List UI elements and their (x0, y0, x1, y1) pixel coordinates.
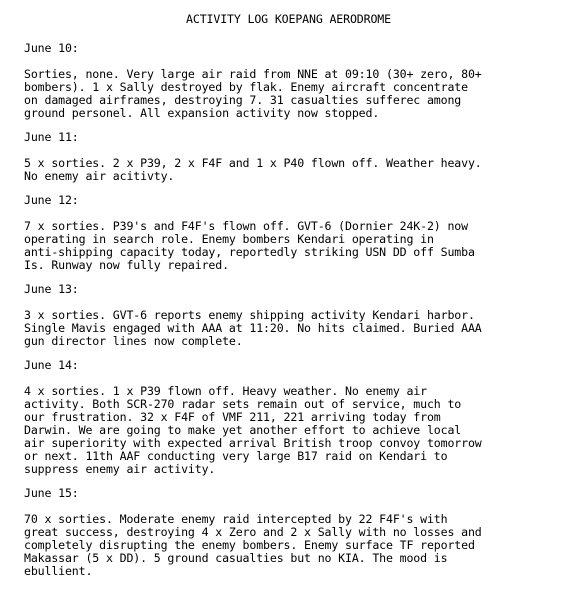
entry-text-line: ground personel. All expansion activity now stopped. (24, 106, 380, 120)
entry-text-line: anti-shipping capacity today, reportedly striking USN DD off Sumba (24, 245, 475, 259)
entry-text-line: Is. Runway now fully repaired. (24, 258, 229, 272)
entry-text (24, 220, 563, 272)
entry-date: June 11: (24, 130, 79, 144)
log-entry (24, 487, 563, 578)
entry-text-line: Single Mavis engaged with AAA at 11:20. No hits claimed. Buried AAA (24, 321, 482, 335)
log-entry (24, 131, 563, 183)
entry-text (24, 157, 563, 183)
entry-text-line: 7 x sorties. P39's and F4F's flown off. GVT-6 (Dornier 24K-2) now (24, 219, 468, 233)
entry-text (24, 385, 563, 476)
entry-text-line: 4 x sorties. 1 x P39 flown off. Heavy weather. No enemy air (24, 384, 427, 398)
entry-text (24, 513, 563, 578)
entry-date: June 10: (24, 41, 79, 55)
entry-text-line: operating in search role. Enemy bombers Kendari operating in (24, 232, 434, 246)
entry-date: June 14: (24, 358, 79, 372)
entry-date: June 13: (24, 282, 79, 296)
entry-date: June 15: (24, 486, 79, 500)
entry-text-line: 70 x sorties. Moderate enemy raid intercepted by 22 F4F's with (24, 512, 448, 526)
entry-text-line: activity. Both SCR-270 radar sets remain out of service, much to (24, 397, 462, 411)
entry-text-line: ebullient. (24, 564, 93, 578)
log-entries (24, 42, 563, 578)
entry-text-line: Makassar (5 x DD). 5 ground casualties but no KIA. The mood is (24, 551, 448, 565)
entry-text-line: Sorties, none. Very large air raid from NNE at 09:10 (30+ zero, 80+ (24, 67, 482, 81)
entry-text-line: suppress enemy air activity. (24, 462, 216, 476)
entry-text (24, 309, 563, 348)
entry-text-line: Darwin. We are going to make yet another effort to achieve local (24, 423, 462, 437)
log-entry (24, 194, 563, 272)
entry-text-line: great success, destroying 4 x Zero and 2 x Sally with no losses and (24, 525, 482, 539)
entry-text-line: bombers). 1 x Sally destroyed by flak. Enemy aircraft concentrate (24, 80, 468, 94)
entry-text-line: air superiority with expected arrival British troop convoy tomorrow (24, 436, 482, 450)
entry-text-line: No enemy air acitivty. (24, 169, 175, 183)
entry-text (24, 68, 563, 120)
log-entry (24, 283, 563, 348)
entry-text-line: or next. 11th AAF conducting very large B17 raid on Kendari to (24, 449, 448, 463)
entry-text-line: 5 x sorties. 2 x P39, 2 x F4F and 1 x P40 flown off. Weather heavy. (24, 156, 482, 170)
entry-text-line: gun director lines now complete. (24, 334, 243, 348)
entry-date: June 12: (24, 193, 79, 207)
log-entry (24, 359, 563, 476)
entry-text-line: our frustration. 32 x F4F of VMF 211, 221 arriving today from (24, 410, 441, 424)
entry-text-line: 3 x sorties. GVT-6 reports enemy shipping activity Kendari harbor. (24, 308, 475, 322)
entry-text-line: on damaged airframes, destroying 7. 31 casualties sufferec among (24, 93, 462, 107)
log-entry (24, 42, 563, 120)
document-title: ACTIVITY LOG KOEPANG AERODROME (186, 12, 391, 26)
entry-text-line: completely disrupting the enemy bombers. Enemy surface TF reported (24, 538, 475, 552)
